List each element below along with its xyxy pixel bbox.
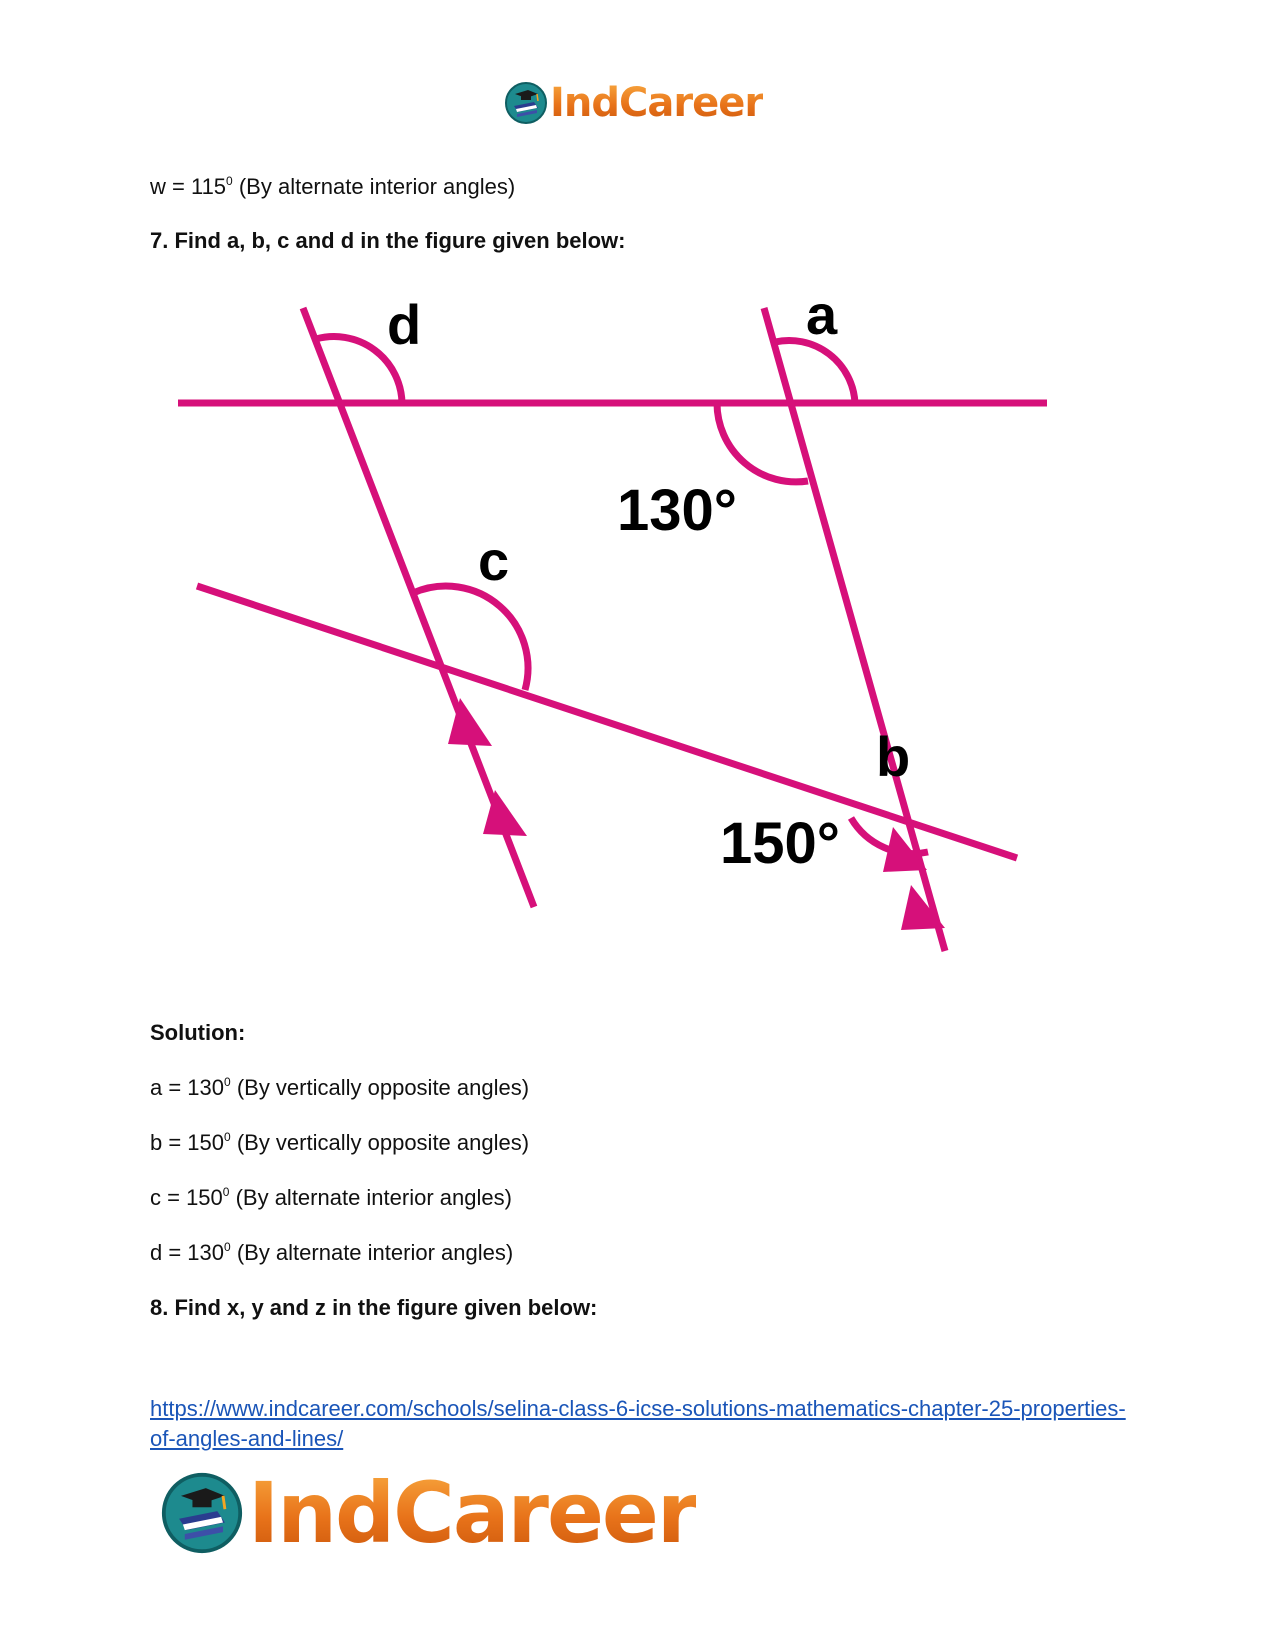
previous-answer — [150, 174, 515, 200]
logo-text: IndCareer — [248, 1464, 697, 1562]
logo-text: IndCareer — [550, 80, 764, 126]
logo-emblem-icon — [504, 81, 548, 125]
answer-b-lhs: b = 150 — [150, 1130, 225, 1155]
source-link[interactable]: https://www.indcareer.com/schools/selina-class-6-icse-solutions-mathematics-chapter-25-properties-of-angles-and-lines/ — [150, 1396, 1126, 1451]
answer-b-reason: (By vertically opposite angles) — [230, 1130, 530, 1155]
label-b: b — [876, 725, 911, 788]
solution-heading: Solution: — [150, 1020, 246, 1045]
answer-b — [150, 1130, 529, 1156]
answer-c-lhs: c = 150 — [150, 1185, 223, 1210]
answer-a-reason: (By vertically opposite angles) — [230, 1075, 530, 1100]
label-d: d — [387, 293, 422, 356]
answer-c-reason: (By alternate interior angles) — [229, 1185, 512, 1210]
answer-c-degree: 0 — [222, 1185, 230, 1199]
label-150: 150° — [720, 811, 840, 876]
answer-d-degree: 0 — [224, 1240, 231, 1254]
answer-a-degree: 0 — [224, 1075, 231, 1089]
answer-d — [150, 1240, 513, 1266]
label-130: 130° — [617, 478, 737, 543]
label-a: a — [806, 290, 838, 346]
arrow-right-1 — [883, 827, 927, 872]
previous-answer-reason: (By alternate interior angles) — [232, 174, 516, 199]
label-c: c — [478, 529, 510, 592]
previous-answer-lhs: w = 115 — [150, 174, 227, 199]
header-logo — [504, 78, 763, 128]
answer-a-lhs: a = 130 — [150, 1075, 225, 1100]
footer-logo — [160, 1465, 696, 1561]
lower-line — [197, 586, 1017, 858]
answer-c — [150, 1185, 512, 1211]
answer-a — [150, 1075, 529, 1101]
question-8: 8. Find x, y and z in the figure given below: — [150, 1295, 598, 1320]
arrow-right-2 — [901, 885, 945, 930]
question-7: 7. Find a, b, c and d in the figure given below: — [150, 228, 626, 253]
previous-answer-degree: 0 — [226, 174, 233, 188]
answer-b-degree: 0 — [224, 1130, 231, 1144]
logo-emblem-icon — [160, 1471, 244, 1555]
answer-d-lhs: d = 130 — [150, 1240, 225, 1265]
answer-d-reason: (By alternate interior angles) — [230, 1240, 514, 1265]
angles-figure — [170, 290, 1070, 970]
